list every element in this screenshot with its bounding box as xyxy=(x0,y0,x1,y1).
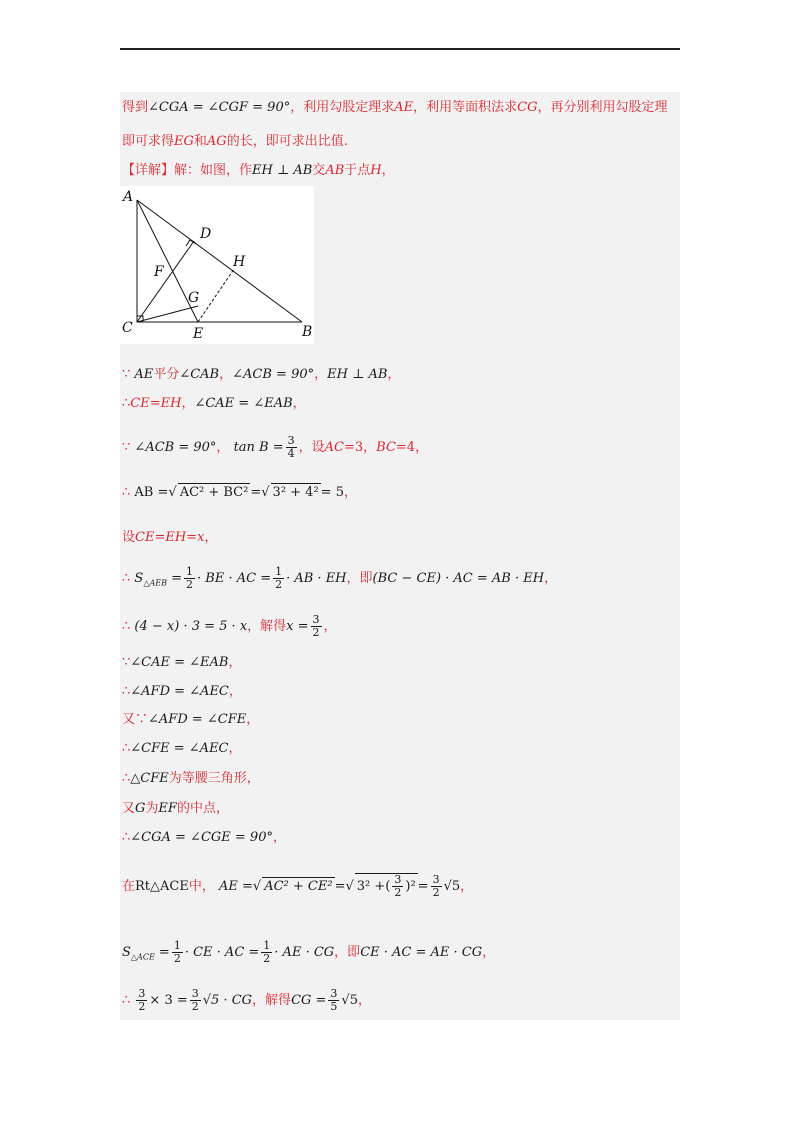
fraction xyxy=(392,874,403,899)
text: ，解得 xyxy=(252,993,292,1008)
text: ， xyxy=(216,440,230,455)
numerator: 3 xyxy=(394,873,402,886)
sqrt-content: AC² + CE² xyxy=(264,879,333,894)
numerator: 3 xyxy=(138,987,146,1000)
text: 设 xyxy=(122,530,136,545)
text: 于点 xyxy=(344,163,371,178)
therefore-symbol: ∴ xyxy=(122,830,131,845)
text: ，利用勾股定理求 xyxy=(290,100,395,115)
sqrt-content: AC² + BC² xyxy=(179,485,249,500)
fraction xyxy=(311,614,322,639)
text: 即可求得 xyxy=(122,134,175,149)
denominator: 4 xyxy=(287,447,295,460)
label-c: C xyxy=(122,320,133,336)
text: ， xyxy=(228,741,242,756)
math: AB = xyxy=(134,485,169,500)
text: ， xyxy=(544,571,558,586)
text: ， xyxy=(323,619,337,634)
math: = xyxy=(166,571,183,586)
text: ， xyxy=(292,396,306,411)
text: ， xyxy=(314,367,328,382)
math: = xyxy=(334,879,346,894)
text: ， xyxy=(343,485,357,500)
text-line-18 xyxy=(122,873,473,899)
text-line-10 xyxy=(122,614,337,639)
sqrt-sign: √ xyxy=(168,485,177,500)
math: EH ⊥ AB xyxy=(252,163,313,178)
numerator: 1 xyxy=(275,565,283,578)
therefore-symbol: ∴ xyxy=(122,396,131,411)
numerator: 3 xyxy=(287,434,295,447)
text: ，解得 xyxy=(247,619,287,634)
math: EG xyxy=(174,134,194,149)
math: 3² + xyxy=(356,879,386,894)
math: Rt△ACE xyxy=(135,879,189,894)
math: (4 − x) · 3 = 5 · x xyxy=(134,619,248,634)
text-line-13 xyxy=(122,711,259,729)
math: AE xyxy=(134,367,154,382)
therefore-symbol: ∴ xyxy=(122,485,131,500)
math: √5 xyxy=(341,993,358,1008)
segment-cd xyxy=(137,241,194,322)
text: 为等腰三角形， xyxy=(168,771,260,786)
text-line-3 xyxy=(122,162,395,180)
math: S xyxy=(134,571,144,586)
math: √5 xyxy=(443,879,461,894)
math: ² xyxy=(410,879,416,894)
denominator: 2 xyxy=(432,886,440,899)
numerator: 1 xyxy=(173,939,181,952)
numerator: 1 xyxy=(263,939,271,952)
text: ，利用等面积法求 xyxy=(413,100,518,115)
text: 又∵ xyxy=(122,712,149,727)
text-line-19 xyxy=(122,940,495,967)
text: ，即 xyxy=(346,571,373,586)
math: tan B = xyxy=(233,440,284,455)
math: H xyxy=(370,163,382,178)
numerator: 3 xyxy=(432,873,440,886)
subscript: △ACE xyxy=(130,952,155,962)
math: = xyxy=(417,879,429,894)
fraction xyxy=(286,435,297,460)
fraction xyxy=(431,874,442,899)
text-line-11 xyxy=(122,654,242,672)
sqrt-content: 3² + 4² xyxy=(272,485,319,500)
text: 的中点， xyxy=(176,801,229,816)
denominator: 2 xyxy=(186,578,194,591)
text: =3， xyxy=(343,440,377,455)
therefore-symbol: ∴ xyxy=(122,771,131,786)
label-e: E xyxy=(193,326,204,342)
text: ， xyxy=(387,367,401,382)
text: =4， xyxy=(395,440,429,455)
math: · AB · EH xyxy=(286,571,347,586)
label-f: F xyxy=(154,264,164,280)
text-line-16 xyxy=(122,800,229,818)
geometry-figure xyxy=(120,186,314,344)
fraction xyxy=(184,566,195,591)
math: AC xyxy=(324,440,344,455)
math: · AE · CG xyxy=(274,945,335,960)
denominator: 2 xyxy=(275,578,283,591)
math: CG xyxy=(517,100,538,115)
text-line-15 xyxy=(122,770,260,788)
denominator: 2 xyxy=(173,952,181,965)
sqrt-content: 3² +( $\frac{3}{2}$ )² xyxy=(356,873,416,899)
fraction xyxy=(136,988,147,1013)
text: ， xyxy=(204,530,218,545)
text: 在 xyxy=(122,879,136,894)
math: AB xyxy=(325,163,345,178)
text: ，设 xyxy=(298,440,325,455)
math: ∠CAB xyxy=(179,367,220,382)
label-b: B xyxy=(302,324,313,340)
subscript: △AEB xyxy=(143,578,167,588)
math: CE=EH=x xyxy=(135,530,205,545)
text-line-7 xyxy=(122,483,357,502)
text: 又 xyxy=(122,801,136,816)
text: ， xyxy=(228,655,242,670)
math: ∠CGA = ∠CGE = 90° xyxy=(130,830,273,845)
fraction xyxy=(273,566,284,591)
text: ，再分别利用勾股定理 xyxy=(537,100,668,115)
math: x = xyxy=(286,619,309,634)
text: 解：如图，作 xyxy=(174,163,253,178)
text-line-14 xyxy=(122,740,242,758)
math: √5 · CG xyxy=(202,993,253,1008)
fraction xyxy=(261,940,272,965)
math: EF xyxy=(158,801,177,816)
math: ∠CAE = ∠EAB xyxy=(130,655,229,670)
therefore-symbol: ∴ xyxy=(122,684,131,699)
math: EH ⊥ AB xyxy=(327,367,388,382)
text-line-12 xyxy=(122,683,242,701)
text: 得到 xyxy=(122,100,149,115)
math: ∠AFD = ∠CFE xyxy=(148,712,247,727)
math: G xyxy=(135,801,146,816)
numerator: 3 xyxy=(312,613,320,626)
because-symbol: ∵ xyxy=(122,655,131,670)
math: · BE · AC = xyxy=(197,571,272,586)
math: ∠CGA = ∠CGF = 90° xyxy=(148,100,291,115)
label-g: G xyxy=(188,290,200,306)
text: 的长，即可求出比值. xyxy=(226,134,348,149)
math: CE=EH xyxy=(130,396,182,411)
triangle-diagram xyxy=(120,186,314,344)
text: 交 xyxy=(312,163,326,178)
denominator: 2 xyxy=(394,886,402,899)
numerator: 3 xyxy=(191,987,199,1000)
sqrt-sign: √ xyxy=(261,485,270,500)
denominator: 2 xyxy=(191,1000,199,1013)
text: ， xyxy=(228,684,242,699)
math: CE · AC = AE · CG xyxy=(360,945,483,960)
text: ， xyxy=(381,163,395,178)
fraction xyxy=(328,988,339,1013)
label-a: A xyxy=(123,189,134,205)
math: = xyxy=(250,485,262,500)
fraction xyxy=(190,988,201,1013)
sqrt-sign: √ xyxy=(252,879,262,894)
because-symbol: ∵ xyxy=(122,367,131,382)
text-line-6 xyxy=(122,435,428,460)
denominator: 2 xyxy=(138,1000,146,1013)
math: ∠CFE = ∠AEC xyxy=(130,741,229,756)
label-h: H xyxy=(233,254,246,270)
text: ， xyxy=(181,396,195,411)
text: 中， xyxy=(188,879,215,894)
text-line-1 xyxy=(122,99,668,117)
text-line-8 xyxy=(122,529,217,547)
numerator: 3 xyxy=(330,987,338,1000)
text-line-2 xyxy=(122,133,348,151)
text-line-4 xyxy=(122,366,400,384)
math: (BC − CE) · AC = AB · EH xyxy=(372,571,545,586)
math: AG xyxy=(206,134,227,149)
math: BC xyxy=(376,440,396,455)
math: CG = xyxy=(291,993,327,1008)
math: AE xyxy=(394,100,414,115)
therefore-symbol: ∴ xyxy=(122,993,131,1008)
math: ∠ACB = 90° xyxy=(232,367,315,382)
math: S xyxy=(122,945,131,960)
text: ， xyxy=(460,879,474,894)
numerator: 1 xyxy=(186,565,194,578)
therefore-symbol: ∴ xyxy=(122,741,131,756)
text: 平分 xyxy=(153,367,180,382)
text: ， xyxy=(272,830,286,845)
therefore-symbol: ∴ xyxy=(122,619,131,634)
text: ，即 xyxy=(334,945,361,960)
fraction xyxy=(172,940,183,965)
math: · CE · AC = xyxy=(184,945,260,960)
math: ∠ACB = 90° xyxy=(134,440,217,455)
therefore-symbol: ∴ xyxy=(122,571,131,586)
text: ， xyxy=(219,367,233,382)
text: ， xyxy=(246,712,260,727)
sqrt-sign: √ xyxy=(345,879,354,894)
text: ， xyxy=(482,945,496,960)
header-rule xyxy=(120,48,680,50)
detail-tag: 【详解】 xyxy=(122,163,175,178)
math: △CFE xyxy=(130,771,169,786)
denominator: 2 xyxy=(312,626,320,639)
text: ， xyxy=(357,993,371,1008)
denominator: 2 xyxy=(263,952,271,965)
text-line-17 xyxy=(122,829,286,847)
denominator: 5 xyxy=(330,1000,338,1013)
label-d: D xyxy=(200,226,212,242)
math: AE = xyxy=(219,879,253,894)
text-line-9 xyxy=(122,566,557,593)
math: × 3 = xyxy=(149,993,188,1008)
math: ∠AFD = ∠AEC xyxy=(130,684,229,699)
segment-eh xyxy=(198,269,234,322)
segment-ab xyxy=(137,200,302,322)
math: ∠CAE = ∠EAB xyxy=(194,396,293,411)
text-line-5 xyxy=(122,395,306,413)
math: = 5 xyxy=(320,485,344,500)
text: 为 xyxy=(145,801,159,816)
math: = xyxy=(154,945,170,960)
text: 和 xyxy=(193,134,207,149)
because-symbol: ∵ xyxy=(122,440,131,455)
text-line-20 xyxy=(122,988,371,1013)
